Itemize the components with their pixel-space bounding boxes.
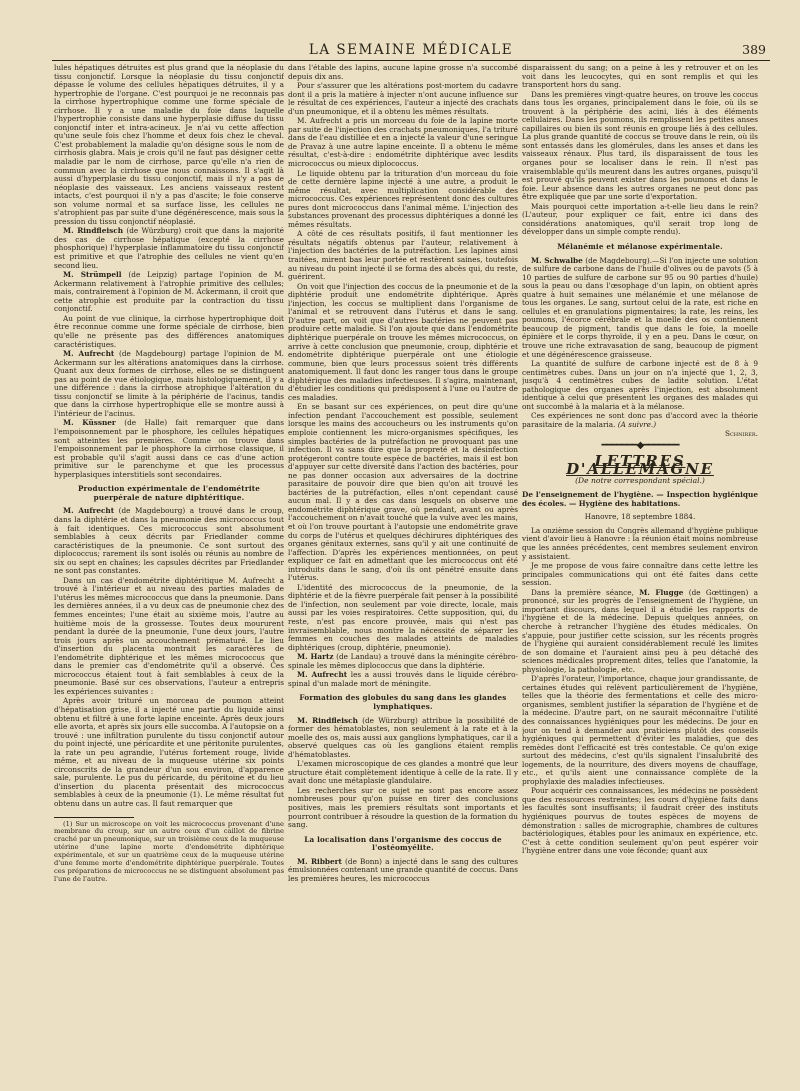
paragraph: Après avoir trituré un morceau de poumon atteint d'hépatisation grise, il a injecté une partie du liquide ainsi obtenu et filtré à une forte lapine enceinte. Après deux jours elle avorta, et après six jours elle succomba. A l'autopsie on a trouvé : une infiltration purulente du tissu conjonctif autour du point injecté, une péricardite et une péritonite purulentes, la rate un peu agrandie, l'utérus fortement rouge, livide même, et au niveau de la muqueuse utérine six points circonscrits de la grandeur d'un sou environ, d'apparence sale, purulente. Le pus du péricarde, du péritoine et du lieu d'insertion du placenta présentait des micrococcus semblables à ceux de la pneumonie (1). Le même résultat fut obtenu dans un autre cas. Il faut remarquer que [54, 696, 284, 809]
speaker-name: M. Rindfleisch [63, 226, 124, 236]
paragraph: Pour s'assurer que les altérations post-mortem du cadavre dont il a pris la matière à injecter n'ont aucune influence sur le résultat de ces expériences, l'auteur a injecté des crachats d'un pneumonique, et il a obtenu les mêmes résultats. [288, 81, 518, 116]
paragraph: Les recherches sur ce sujet ne sont pas encore assez nombreuses pour qu'on puisse en tirer des conclusions positives, mais les premiers résultats sont importants et pourront contribuer à résoudre la question de la formation du sang. [288, 785, 518, 830]
paragraph: Au point de vue clinique, la cirrhose hypertrophique doit être reconnue comme une forme spéciale de cirrhose, bien qu'elle ne présente pas des différences anatomiques caractéristiques. [54, 313, 284, 349]
speaker-name: M. Schwalbe [531, 255, 583, 265]
paragraph [522, 412, 758, 429]
paragraph-text: (de Halle) fait remarquer que dans l'empoisonnement par le phosphore, les cellules hépatiques sont atteintes les premières. Comme on trouve dans l'empoisonnement par le phosphore la cirrhose classique, il est probable qu'il s'agit aussi dans ce cas d'une action primitive sur le parenchyme et que les processus hyperplasiques interstitiels sont secondaires. [54, 418, 284, 479]
paragraph [54, 227, 284, 270]
paragraph: Le liquide obtenu par la trituration d'un morceau du foie de cette dernière lapine injecté à une autre, a produit le même résultat, avec multiplication considérable des micrococcus. Ces expériences représentent donc des cultures pures dont micrococcus dans l'animal même. L'injection des substances provenant des processus diphtériques a donné les mêmes résultats. [288, 168, 518, 229]
paragraph-text: Dans la première séance, [531, 587, 634, 597]
paragraph: Pour acquérir ces connaissances, les médecins ne possèdent que des ressources restreintes; les cours d'hygiène faits dans les facultés sont insuffisants; il faudrait créer des instituts hygiéniques pourvus de toutes espèces de moyens de démonstration : salles de micrographie, chambres de cultures bactériologiques, étables pour les animaux en expérience, etc. C'est à cette condition seulement qu'on peut espérer voir l'hygiène entrer dans une voie féconde; quant aux [522, 786, 758, 856]
paragraph-text: les a aussi trouvés dans le liquide cérébro-spinal d'un malade mort de méningite. [288, 670, 518, 688]
paragraph: L'examen microscopique de ces glandes a montré que leur structure était complètement identique à celle de la rate. Il y avait donc une métaplasie glandulaire. [288, 759, 518, 786]
paragraph [54, 507, 284, 575]
paragraph: lules hépatiques détruites est plus grand que la néoplasie du tissu conjonctif. Lorsque la néoplasie du tissu conjonctif dépasse le volume des cellules hépatiques détruites, il y a hypertrophie de l'organe. C'est pourquoi je ne reconnais pas la cirrhose hypertrophique comme une forme spéciale de cirrhose. Il y a une maladie du foie dans laquelle l'hypertrophie consiste dans une hyperplasie diffuse du tissu conjonctif inter et intra-acineux. Je n'ai vu cette affection qu'une seule fois chez l'homme et deux fois chez le cheval. C'est probablement la maladie qu'on désigne sous le nom de cirrhosis glabra. Mais je crois qu'il ne faut pas désigner cette maladie par le nom de cirrhose, parce qu'elle n'a rien de commun avec la cirrhose que nous connaissons. Il s'agit là aussi d'hyperplasie du tissu conjonctif, mais il n'y a pas de néoplasie des vaisseaux. Les anciens vaisseaux restent intacts, c'est pourquoi il n'y a pas d'ascite; le foie conserve son volume normal et sa surface lisse, les cellules ne s'atrophient pas par suite d'une dégénérescence, mais sous la pression du tissu conjonctif néoplasié. [54, 64, 284, 226]
column-1 [54, 64, 284, 1074]
paragraph-text: (de Magdebourg).—Si l'on injecte une solution de sulfure de carbone dans de l'huile d'olives ou de pavots (5 à 10 parties de sulfure de carbone sur 95 ou 90 parties d'huile) sous la peau ou dans l'œsophage d'un lapin, on obtient après quatre à huit semaines une mélanémie et une mélanose de tous les organes. Le sang, surtout celui de la rate, est riche en cellules et en granulations pigmentaires; la rate, les reins, les poumons, l'écorce cérébrale et la moelle des os contiennent beaucoup de pigment, tandis que dans le foie, la moelle épinière et le corps thyroïde, il y en a peu. Dans le cœur, on trouve une riche extravasation de sang, beaucoup de pigment et une dégénérescence graisseuse. [522, 255, 758, 359]
column-2 [288, 64, 518, 1074]
paragraph-text: (de Leipzig) partage l'opinion de M. Ackermann relativement à l'atrophie primitive des cellules; mais, contrairement à l'opinion de M. Ackermann, il croit que cette atrophie est produite par la contraction du tissu conjonctif. [54, 270, 284, 314]
paragraph [288, 717, 518, 760]
column-3 [522, 64, 758, 1074]
letters-title: LETTRES D'ALLEMAGNE [566, 451, 714, 479]
paragraph [288, 858, 518, 884]
speaker-name: M. Ribbert [297, 856, 342, 866]
section-heading: Mélanémie et mélanose expérimentale. [557, 241, 723, 251]
paragraph: dans l'étable des lapins, aucune lapine grosse n'a succombé depuis dix ans. [288, 64, 518, 81]
to-be-continued: (A suivre.) [617, 419, 657, 429]
paragraph [288, 671, 518, 688]
paragraph: L'identité des micrococcus de la pneumonie, de la diphtérie et de la fièvre puerpérale fait penser à la possibilité de l'infection, non seulement par voie directe, locale, mais aussi par les voies respiratoires. Cette supposition, qui, du reste, n'est pas encore prouvée, mais qui n'est pas invraisemblable, nous montre la nécessité de séparer les femmes en couches des malades atteints de maladies diphtériques (croup, diphtérie, pneumonie). [288, 582, 518, 652]
paragraph: Dans un cas d'endométrite diphtéritique M. Aufrecht a trouvé à l'intérieur et au niveau des parties malades de l'utérus les mêmes micrococcus que dans la pneumonie. Dans les dernières années, il a vu deux cas de pneumonie chez des femmes enceintes; l'une était au sixième mois, l'autre au huitième mois de la grossesse. Toutes deux moururent pendant la durée de la pneumonie, l'une deux jours, l'autre trois jours après un accouchement prématuré. Le lieu d'insertion du placenta montrait les caractères de l'endométrite diphtérique et les mêmes micrococcus que dans le premier cas d'endométrite qu'il a observé. Ces micrococcus étaient tout à fait semblables à ceux de la pneumonie. Basé sur ces observations, l'auteur a entrepris les expériences suivantes : [54, 575, 284, 696]
paragraph [54, 350, 284, 418]
speaker-name: M. Aufrecht [63, 506, 115, 516]
paragraph [54, 419, 284, 479]
footnote: (1) Sur un microscope on voit les micrococcus provenant d'une membrane du croup, sur un autre ceux d'un caillot de fibrine craché par un pneumonique, sur un troisième ceux de la muqueuse utérine d'une lapine morte d'endométrite diphtérique expérimentale, et sur un quatrième ceux de la muqueuse utérine d'une femme morte d'endométrite diphtérique puerpérale. Toutes ces préparations de micrococcus ne se distinguent absolument pas l'une de l'autre. [54, 819, 284, 883]
paragraph: Mais pourquoi cette importation a-t-elle lieu dans le rein? (L'auteur, pour expliquer ce fait, entre ici dans des considérations anatomiques, qu'il serait trop long de développer dans un simple compte rendu). [522, 201, 758, 237]
dateline: Hanovre, 18 septembre 1884. [584, 512, 696, 522]
speaker-name: M. Aufrecht [297, 670, 348, 680]
paragraph-text: Ces expériences ne sont donc pas d'accord avec la théorie parasitaire de la malaria. [522, 411, 758, 429]
paragraph [288, 653, 518, 670]
paragraph: disparaissent du sang; on a peine à les y retrouver et on les voit dans les leucocytes, qui en sont remplis et qui les transportent hors du sang. [522, 64, 758, 90]
paragraph-text: (de Landau) a trouvé dans la méningite cérébro-spinale les mêmes diplococcus que dans la diphtérie. [288, 652, 518, 670]
speaker-name: M. Flugge [639, 587, 684, 597]
page-header [52, 40, 770, 61]
ornament-divider-icon: ━━━━━━━◆━━━━━━━ [601, 440, 679, 452]
speaker-name: M. Küssner [63, 418, 116, 428]
paragraph-text: (de Magdebourg) partage l'opinion de M. Ackermann sur les altérations anatomiques dans la cirrhose. Quant aux deux formes de cirrhose, elles ne se distinguent pas au point de vue étiologique, mais histologiquement, il y a une différence : dans la cirrhose atrophique l'altération du tissu conjonctif se limite à la périphérie de l'acinus, tandis que dans la cirrhose hypertrophique elle se montre aussi à l'intérieur de l'acinus. [54, 349, 284, 418]
paragraph-text: (de Magdebourg) a trouvé dans le croup, dans la diphtérie et dans la pneumonie des micrococcus tout à fait identiques. Ces micrococcus sont absolument semblables à ceux décrits par Friedlander comme caractéristiques de la pneumonie. Ce sont surtout des diplococcus; rarement ils sont isolés ou réunis au nombre de six ou sept en chaînes; les capsules décrites par Friedlander ne sont pas constantes. [54, 506, 284, 576]
section-heading: Formation des globules du sang dans les glandes lymphatiques. [299, 693, 507, 711]
section-heading: Production expérimentale de l'endométrite puerpérale de nature diphtéritique. [77, 484, 261, 502]
paragraph-text: (de Bonn) a injecté dans le sang des cultures émulsionnées contenant une grande quantité de coccus. Dans les premières heures, les micrococcus [288, 856, 518, 883]
paragraph: D'après l'orateur, l'importance, chaque jour grandissante, de certaines études qui relèvent particulièrement de l'hygiène, telles que la théorie des fermentations et celle des micro-organismes, semblent justifier la séparation de l'hygiène et de la médecine. D'autre part, on ne saurait méconnaître l'utilité des connaissances hygiéniques pour les médecins. De jour en jour on tend à demander aux praticiens plutôt des conseils hygiéniques qui permettent d'éviter les maladies, que des remèdes dont l'efficacité est très contestable. Ce qu'on exige surtout des médecins, c'est qu'ils signalent l'insalubrité des logements, de la nourriture, des divers moyens de chauffage, etc., et qu'ils aient une connaissance complète de la prophylaxie des maladies infectieuses. [522, 674, 758, 786]
paragraph: En se basant sur ces expériences, on peut dire qu'une infection pendant l'accouchement est possible, seulement lorsque les mains des accoucheurs ou les instruments qu'on emploie contiennent les micro-organismes spécifiques, les simples bactéries de la putréfaction ne provoquant pas une infection. Il va sans dire que la propreté et la désinfection protégeront contre toute espèce de bactéries, mais il est bon d'appuyer sur cette diversité dans l'action des bactéries, pour ne pas donner occasion aux adversaires de la doctrine parasitaire de pouvoir dire que bien qu'on ait trouvé les bactéries de la putréfaction, elles n'ont cependant causé aucun mal. Il y a des cas dans lesquels on observe une endométrite diphtérique grave, où pendant, avant ou après l'accouchement on n'avait touché que la vulve avec les mains, et où l'on trouve pourtant à l'autopsie une endométrite grave du corps de l'utérus et quelques déchirures diphtériques des organes génitaux externes, sans qu'il y ait une continuité de l'affection. D'après les expériences mentionnées, on peut expliquer ce fait en admettant que les micrococcus ont été introduits dans le sang, d'où ils ont pénétré ensuite dans l'utérus. [288, 402, 518, 583]
paragraph [54, 271, 284, 314]
paragraph: A côté de ces résultats positifs, il faut mentionner les résultats négatifs obtenus par l'auteur, relativement à l'injection des bactéries de la putréfaction. Les lapines ainsi traitées, mirent bas leur portée et restèrent saines, toutefois au niveau du point injecté il se forma des abcès qui, du reste, guérirent. [288, 229, 518, 282]
paragraph [522, 257, 758, 360]
paragraph [522, 589, 758, 674]
paragraph: Je me propose de vous faire connaître dans cette lettre les principales communications qui ont été faites dans cette session. [522, 561, 758, 588]
paragraph: La quantité de sulfure de carbone injecté est de 8 à 9 centimètres cubes. Dans un jour on n'a injecté que 1, 2, 3, jusqu'à 4 centimètres cubes de ladite solution. L'état pathologique des organes après l'injection, est absolument identique à celui que présentent les organes des malades qui ont succombé à la malaria et à la mélanose. [522, 359, 758, 411]
letters-heading: De l'enseignement de l'hygiène. — Inspection hygiénique des écoles. — Hygiène des habitations. [522, 490, 758, 508]
speaker-name: M. Strümpell [63, 270, 122, 280]
speaker-name: M. Rindfleisch [297, 715, 358, 725]
author-signature: Schnirer. [724, 429, 758, 439]
paragraph: La onzième session du Congrès allemand d'hygiène publique vient d'avoir lieu à Hanovre : la réunion était moins nombreuse que les années précédentes, cent membres seulement environ y assistaient. [522, 525, 758, 561]
paragraph: Dans les premières vingt-quatre heures, on trouve les coccus dans tous les organes, principalement dans le foie, où ils se trouvent à la périphérie des acini, liés à des éléments cellulaires. Dans les poumons, ils remplissent les petites anses capillaires ou bien ils sont réunis en groupe liés à des cellules. La plus grande quantité de coccus se trouve dans le rein, où ils sont entassés dans les glomérules, dans les anses et dans les vaisseaux rénaux. Plus tard, ils disparaissent de tous les organes pour se localiser dans le rein. Il n'est pas vraisemblable qu'ils meurent dans les autres organes, puisqu'il est prouvé qu'ils peuvent exister dans les poumons et dans le foie. Leur absence dans les autres organes ne peut donc pas être expliquée que par une sorte d'exportation. [522, 89, 758, 202]
journal-title: LA SEMAINE MÉDICALE [308, 42, 514, 58]
paragraph: M. Aufrecht a pris un morceau du foie de la lapine morte par suite de l'injection des crachats pneumoniques, l'a trituré dans de l'eau distillée et en a injecté la valeur d'une seringue de Pravaz à une autre lapine enceinte. Il a obtenu le même résultat, c'est-à-dire : endométrite diphtérique avec lesdits micrococcus ou mieux diplococcus. [288, 116, 518, 169]
paragraph-text: (de Würzburg) croit que dans la majorité des cas de cirrhose hépatique (excepté la cirrhose phosphorique) l'hyperplasie inflammatoire du tissu conjonctif est primitive et que l'atrophie des cellules ne vient qu'en second lieu. [54, 226, 284, 270]
paragraph: On voit que l'injection des coccus de la pneumonie et de la diphtérie produit une endométrite diphtérique. Après l'injection, les coccus se multiplient dans l'organisme de l'animal et se retrouvent dans l'utérus et dans le sang. D'autre part, on voit que d'autres bactéries ne peuvent pas produire cette maladie. Si l'on ajoute que dans l'endométrite diphtérique puerpérale on trouve les mêmes micrococcus, on arrive à cette conclusion que pneumonie, croup, diphtérie et endométrite diphtérique puerpérale ont une étiologie commune, bien que leurs processus soient très différents anatomiquement. Il faut donc les ranger tous dans le groupe diphtérique des maladies infectieuses. Il s'agira, maintenant, d'étudier les conditions qui prédisposent à l'une ou l'autre de ces maladies. [288, 281, 518, 402]
paragraph-text: (de Gœttingen) a prononcé, sur les progrès de l'enseignement de l'hygiène, un important discours, dans lequel il a étudié les rapports de l'hygiène et de la médecine. Depuis quelques années, on cherche à retrancher l'hygiène des études médicales. On s'appuie, pour justifier cette scission, sur les récents progrès de l'hygiène qui auraient considérablement reculé les limites de son domaine et l'auraient ainsi peu à peu détaché des sciences médicales proprement dites, telles que l'anatomie, la physiologie, la pathologie, etc. [522, 587, 758, 674]
footnote-divider [54, 817, 134, 818]
paragraph-text: (de Würzburg) attribue la possibilité de former des hématoblastes, non seulement à la rate et à la moelle des os, mais aussi aux ganglions lymphatiques, car il a observé quelques cas où les ganglions étaient remplis d'hématoblastes. [288, 715, 518, 759]
letters-subtitle: (De notre correspondant spécial.) [575, 475, 705, 485]
section-heading: La localisation dans l'organisme des coccus de l'ostéomyélite. [304, 834, 502, 853]
speaker-name: M. Aufrecht [63, 349, 115, 359]
speaker-name: M. Hartz [297, 652, 334, 662]
page-number: 389 [742, 42, 766, 57]
